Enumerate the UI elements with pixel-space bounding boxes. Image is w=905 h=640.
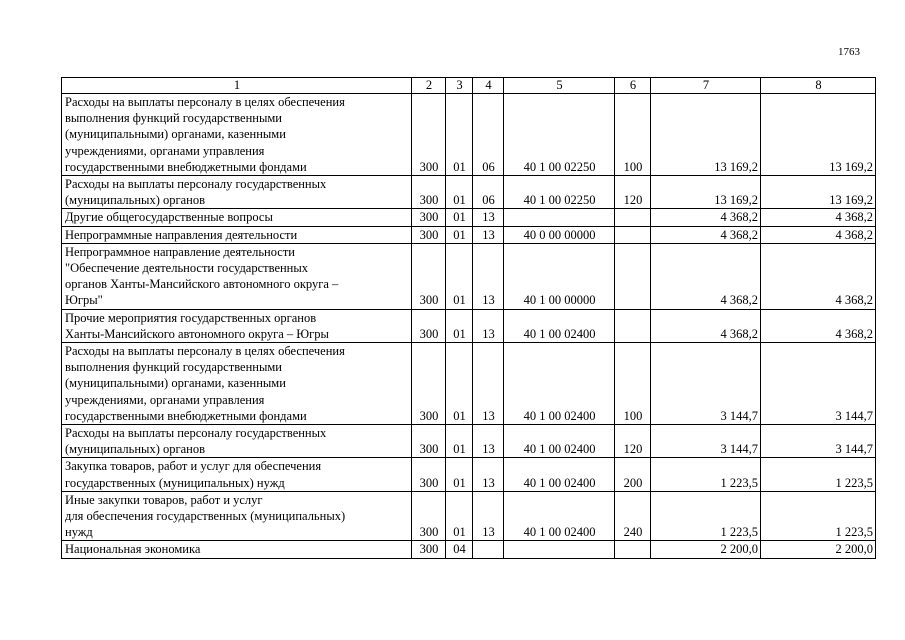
col-subsection: 13 (473, 209, 504, 226)
cell-name-line: Непрограммное направление деятельности (65, 244, 295, 259)
col-subsection: 13 (473, 343, 504, 425)
table-row (62, 176, 876, 209)
col-expense-type: 120 (615, 176, 651, 209)
cell-name-line: "Обеспечение деятельности государственных (65, 261, 309, 276)
cell-name-line: учреждениями, органами управления (65, 143, 265, 158)
header-col-4: 4 (473, 78, 504, 94)
col-admin-code: 300 (412, 425, 446, 458)
col-admin-code: 300 (412, 541, 446, 558)
col-section: 01 (446, 458, 473, 491)
cell-name-line: выполнения функций государственными (65, 111, 282, 126)
cell-name-line: Прочие мероприятия государственных органов (65, 310, 317, 325)
col-amount-b: 2 200,0 (761, 541, 876, 558)
cell-name (62, 226, 412, 243)
col-target-item: 40 1 00 02400 (504, 309, 615, 342)
col-section: 04 (446, 541, 473, 558)
col-expense-type (615, 309, 651, 342)
col-amount-a: 1 223,5 (651, 458, 761, 491)
header-col-6: 6 (615, 78, 651, 94)
col-section: 01 (446, 226, 473, 243)
col-admin-code: 300 (412, 243, 446, 309)
col-admin-code: 300 (412, 309, 446, 342)
col-subsection: 06 (473, 176, 504, 209)
col-amount-b: 4 368,2 (761, 243, 876, 309)
col-amount-a: 13 169,2 (651, 94, 761, 176)
col-subsection (473, 541, 504, 558)
table-row (62, 309, 876, 342)
cell-name-line: нужд (65, 525, 93, 540)
col-subsection: 13 (473, 491, 504, 541)
col-amount-a: 4 368,2 (651, 309, 761, 342)
col-expense-type (615, 209, 651, 226)
header-col-2: 2 (412, 78, 446, 94)
cell-name-line: Непрограммные направления деятельности (65, 227, 298, 242)
col-amount-b: 4 368,2 (761, 209, 876, 226)
col-target-item: 40 1 00 02400 (504, 343, 615, 425)
cell-name-line: Расходы на выплаты персоналу в целях обеспечения (65, 95, 345, 109)
col-amount-b: 13 169,2 (761, 176, 876, 209)
cell-name (62, 94, 412, 176)
col-amount-a: 3 144,7 (651, 343, 761, 425)
col-amount-a: 1 223,5 (651, 491, 761, 541)
col-amount-a: 4 368,2 (651, 226, 761, 243)
cell-name-line: Расходы на выплаты персоналу государственных (65, 177, 327, 192)
col-amount-b: 13 169,2 (761, 94, 876, 176)
col-expense-type (615, 243, 651, 309)
table-row (62, 209, 876, 226)
col-expense-type: 240 (615, 491, 651, 541)
table-row (62, 491, 876, 541)
col-section: 01 (446, 243, 473, 309)
col-amount-a: 4 368,2 (651, 209, 761, 226)
col-subsection: 13 (473, 243, 504, 309)
col-section: 01 (446, 425, 473, 458)
col-section: 01 (446, 343, 473, 425)
page-number: 1763 (838, 46, 860, 58)
cell-name-line: государственными внебюджетными фондами (65, 159, 307, 174)
col-amount-b: 3 144,7 (761, 425, 876, 458)
col-admin-code: 300 (412, 343, 446, 425)
col-expense-type: 200 (615, 458, 651, 491)
cell-name (62, 343, 412, 425)
col-amount-b: 4 368,2 (761, 226, 876, 243)
cell-name-line: Расходы на выплаты персоналу в целях обеспечения (65, 344, 345, 359)
col-subsection: 13 (473, 309, 504, 342)
cell-name (62, 458, 412, 491)
cell-name-line: (муниципальных) органов (65, 193, 206, 208)
col-subsection: 13 (473, 458, 504, 491)
cell-name-line: учреждениями, органами управления (65, 392, 265, 407)
cell-name-line: Ханты-Мансийского автономного округа – Югры (65, 326, 329, 341)
col-subsection: 06 (473, 94, 504, 176)
col-admin-code: 300 (412, 94, 446, 176)
cell-name-line: государственными внебюджетными фондами (65, 408, 307, 423)
cell-name-line: Иные закупки товаров, работ и услуг (65, 492, 263, 507)
col-amount-a: 4 368,2 (651, 243, 761, 309)
col-target-item: 40 1 00 02250 (504, 94, 615, 176)
col-subsection: 13 (473, 425, 504, 458)
cell-name (62, 176, 412, 209)
cell-name-line: органов Ханты-Мансийского автономного округа – (65, 277, 339, 292)
table-row (62, 425, 876, 458)
cell-name-line: Закупка товаров, работ и услуг для обеспечения (65, 459, 322, 474)
col-section: 01 (446, 309, 473, 342)
col-subsection: 13 (473, 226, 504, 243)
cell-name-line: Национальная экономика (65, 542, 201, 557)
col-target-item: 40 1 00 02250 (504, 176, 615, 209)
col-admin-code: 300 (412, 176, 446, 209)
col-amount-b: 4 368,2 (761, 309, 876, 342)
cell-name-line: выполнения функций государственными (65, 360, 282, 375)
table-row (62, 343, 876, 425)
col-amount-a: 3 144,7 (651, 425, 761, 458)
cell-name-line: Другие общегосударственные вопросы (65, 210, 273, 225)
col-admin-code: 300 (412, 491, 446, 541)
col-admin-code: 300 (412, 226, 446, 243)
cell-name-line: государственных (муниципальных) нужд (65, 475, 285, 490)
col-target-item: 40 1 00 00000 (504, 243, 615, 309)
header-col-1: 1 (62, 78, 412, 94)
col-amount-b: 3 144,7 (761, 343, 876, 425)
cell-name-line: (муниципальных) органов (65, 442, 206, 457)
cell-name (62, 491, 412, 541)
cell-name-line: (муниципальными) органами, казенными (65, 127, 286, 142)
col-section: 01 (446, 94, 473, 176)
header-row (62, 78, 876, 94)
col-admin-code: 300 (412, 458, 446, 491)
col-section: 01 (446, 209, 473, 226)
col-section: 01 (446, 176, 473, 209)
col-expense-type: 120 (615, 425, 651, 458)
col-expense-type (615, 541, 651, 558)
col-amount-a: 2 200,0 (651, 541, 761, 558)
col-section: 01 (446, 491, 473, 541)
budget-table (61, 77, 876, 559)
cell-name (62, 425, 412, 458)
cell-name (62, 209, 412, 226)
col-target-item: 40 1 00 02400 (504, 491, 615, 541)
cell-name (62, 243, 412, 309)
table-row (62, 458, 876, 491)
header-col-7: 7 (651, 78, 761, 94)
col-target-item: 40 1 00 02400 (504, 425, 615, 458)
cell-name (62, 309, 412, 342)
col-target-item: 40 0 00 00000 (504, 226, 615, 243)
table-row (62, 243, 876, 309)
table-row (62, 94, 876, 176)
header-col-8: 8 (761, 78, 876, 94)
col-expense-type: 100 (615, 343, 651, 425)
table-row (62, 226, 876, 243)
col-target-item (504, 209, 615, 226)
col-expense-type (615, 226, 651, 243)
header-col-3: 3 (446, 78, 473, 94)
cell-name (62, 541, 412, 558)
col-target-item: 40 1 00 02400 (504, 458, 615, 491)
table-row (62, 541, 876, 558)
cell-name-line: для обеспечения государственных (муниципальных) (65, 509, 346, 524)
col-amount-b: 1 223,5 (761, 491, 876, 541)
col-expense-type: 100 (615, 94, 651, 176)
col-amount-b: 1 223,5 (761, 458, 876, 491)
header-col-5: 5 (504, 78, 615, 94)
cell-name-line: Расходы на выплаты персоналу государственных (65, 426, 327, 441)
table-body (62, 94, 876, 559)
col-admin-code: 300 (412, 209, 446, 226)
cell-name-line: (муниципальными) органами, казенными (65, 376, 286, 391)
col-target-item (504, 541, 615, 558)
cell-name-line: Югры" (65, 293, 103, 308)
col-amount-a: 13 169,2 (651, 176, 761, 209)
